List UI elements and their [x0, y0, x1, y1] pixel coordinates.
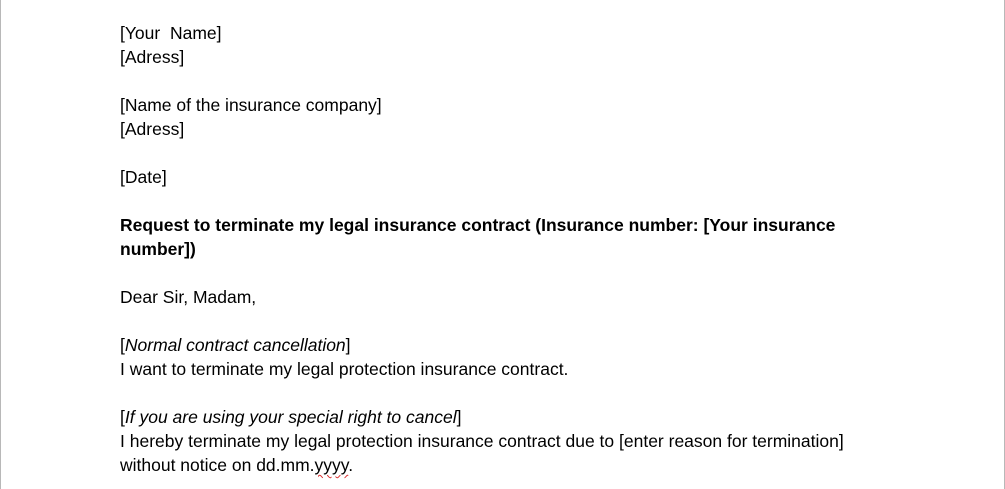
recipient-company: [Name of the insurance company]	[120, 95, 382, 115]
sender-address: [Adress]	[120, 47, 185, 67]
close-bracket: ]	[345, 335, 351, 355]
paragraph-gap	[120, 381, 880, 405]
normal-cancellation-label	[120, 333, 880, 357]
normal-cancellation-text: I want to terminate my legal protection insurance contract.	[120, 359, 569, 379]
special-cancellation-text-line2	[120, 453, 880, 477]
open-bracket: [	[120, 407, 125, 427]
close-bracket: ]	[456, 407, 462, 427]
paragraph-gap	[120, 141, 880, 165]
special-cancellation-text-line1: I hereby terminate my legal protection insurance contract due to [enter reason for termination]	[120, 431, 844, 451]
letter-body	[120, 21, 880, 477]
paragraph-gap	[120, 309, 880, 333]
date-suffix: .	[348, 455, 354, 475]
spellcheck-flagged-word[interactable]: yyyy	[314, 455, 349, 475]
sender-name: [Your Name]	[120, 23, 222, 43]
paragraph-gap	[120, 69, 880, 93]
paragraph-gap	[120, 189, 880, 213]
special-cancellation-label-text: If you are using your special right to cancel	[124, 407, 457, 427]
salutation: Dear Sir, Madam,	[120, 287, 257, 307]
open-bracket: [	[120, 335, 125, 355]
special-cancellation-label	[120, 405, 880, 429]
normal-cancellation-label-text: Normal contract cancellation	[124, 335, 346, 355]
paragraph-gap	[120, 261, 880, 285]
recipient-address: [Adress]	[120, 119, 185, 139]
letter-subject: Request to terminate my legal insurance contract (Insurance number: [Your insurance number])	[120, 215, 836, 259]
date-prefix: without notice on dd.mm.	[120, 455, 315, 475]
letter-date: [Date]	[120, 167, 167, 187]
